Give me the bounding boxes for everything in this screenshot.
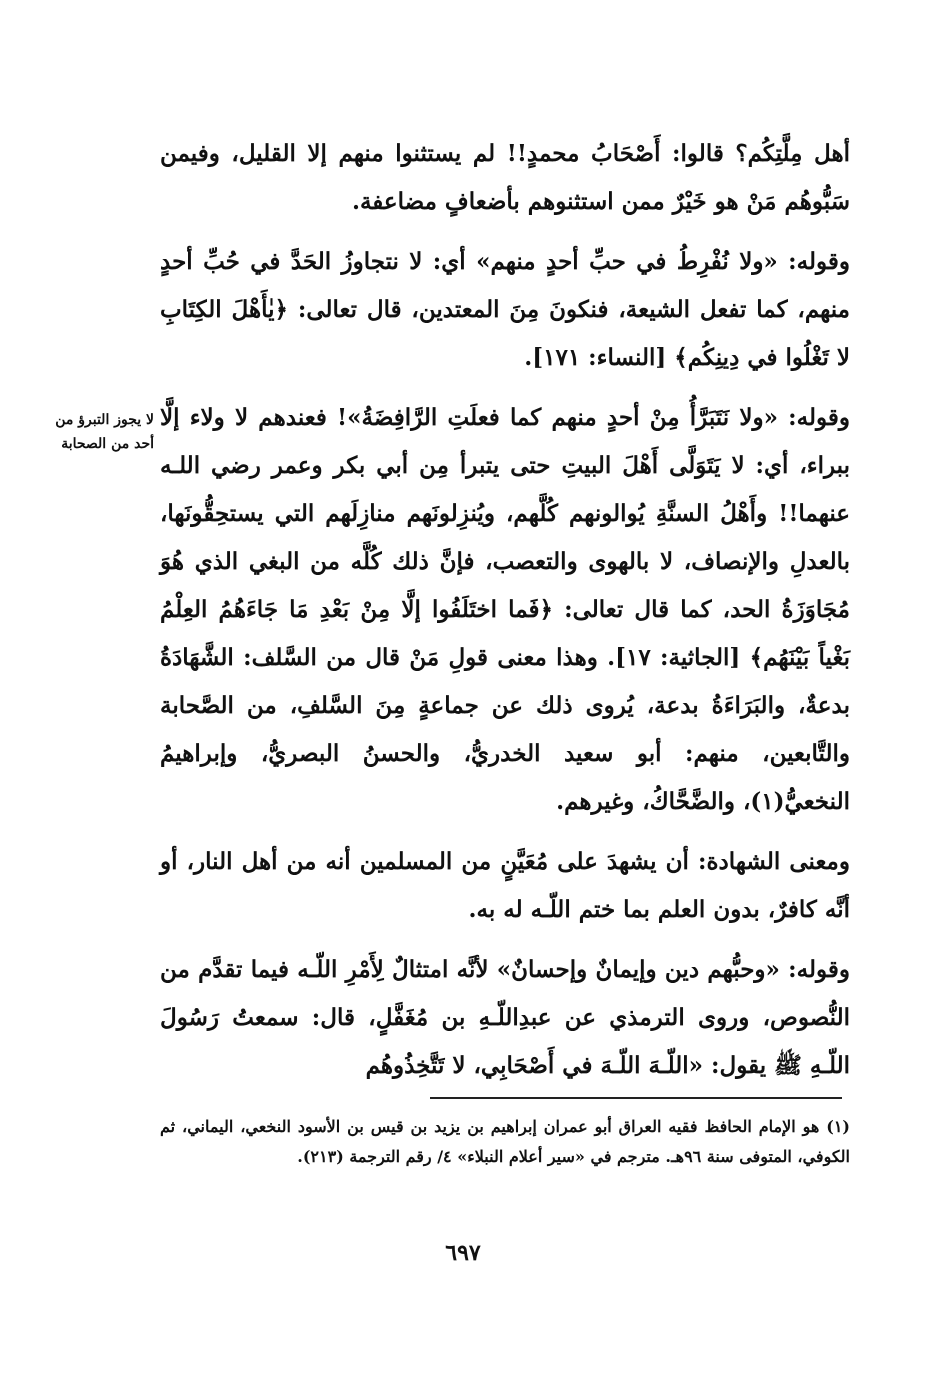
main-text-body xyxy=(160,130,850,1102)
margin-note xyxy=(24,408,154,456)
paragraph-1: أهل مِلَّتِكُم؟ قالوا: أَصْحَابُ محمدٍ!! لم يستثنوا منهم إلا القليل، وفيمن سَبُّوهُم مَنْ هو خَيْرٌ ممن استثنوهم بأضعافٍ مضاعفة. xyxy=(160,140,850,215)
footnotes xyxy=(160,1112,850,1172)
footnote-1: (١) هو الإمام الحافظ فقيه العراق أبو عمران إبراهيم بن يزيد بن قيس بن الأسود النخعي، اليماني، ثم الكوفي، المتوفى سنة ٩٦هـ. مترجم في «سير أعلام النبلاء» ٤/ رقم الترجمة (٢١٣). xyxy=(160,1117,850,1166)
margin-note-line-1: لا يجوز التبرؤ من xyxy=(55,412,154,428)
margin-note-line-2: أحد من الصحابة xyxy=(61,436,154,452)
paragraph-2: وقوله: «ولا نُفْرِطُ في حبِّ أحدٍ منهم» أي: لا نتجاوزُ الحَدَّ في حُبِّ أحدٍ منهم، كما تفعل الشيعة، فنكونَ مِنَ المعتدين، قال تعالى: ﴿يٰأَهْلَ الكِتَابِ لا تَغْلُوا في دِينِكُم﴾ [النساء: ١٧١]. xyxy=(160,248,850,371)
page-number: ٦٩٧ xyxy=(445,1240,481,1266)
paragraph-5: وقوله: «وحبُّهم دين وإيمانٌ وإحسانٌ» لأنَّه امتثالٌ لِأَمْرِ اللّـه فيما تقدَّم من النُّصوص، وروى الترمذي عن عبدِاللّـهِ بن مُغَفَّلٍ، قال: سمعتُ رَسُولَ اللّـهِ ﷺ يقول: «اللّـهَ اللّـهَ في أَصْحَابِي، لا تَتَّخِذُوهُم xyxy=(160,956,850,1079)
paragraph-4: ومعنى الشهادة: أن يشهدَ على مُعَيَّنٍ من المسلمين أنه من أهل النار، أو أنَّه كافرٌ، بدون العلم بما ختم اللّـه له به. xyxy=(160,848,850,923)
paragraph-3: وقوله: «ولا نَتَبَرَّأُ مِنْ أحدٍ منهم كما فعلَتِ الرَّافِضَةُ»! فعندهم لا ولاء إلَّا ببراء، أي: لا يَتَوَلَّى أَهْلَ البيتِ حتى يتبرأ مِن أبي بكر وعمر رضي اللـه عنهما!! وأَهْلُ السنَّةِ يُوالونهم كُلَّهم، ويُنزِلونَهم منازِلَهم التي يستحِقُّونَها، بالعدلِ والإنصاف، لا بالهوى والتعصب، فإنَّ ذلك كُلَّه من البغي الذي هُوَ مُجَاوَزَةُ الحد، كما قال تعالى: ﴿فَما اختَلَفُوا إلَّا مِنْ بَعْدِ مَا جَاءَهُمُ العِلْمُ بَغْياً بَيْنَهُم﴾ [الجاثية: ١٧]. وهذا معنى قولِ مَنْ قال من السَّلف: الشَّهَادَةُ بدعةٌ، والبَرَاءَةُ بدعة، يُروى ذلك عن جماعةٍ مِنَ السَّلفِ، من الصَّحابة والتَّابعين، منهم: أبو سعيد الخدريُّ، والحسنُ البصريُّ، وإبراهيمُ النخعيُّ(١)، والضَّحَّاكُ، وغيرهم. xyxy=(160,404,851,815)
footnote-divider xyxy=(430,1097,842,1099)
